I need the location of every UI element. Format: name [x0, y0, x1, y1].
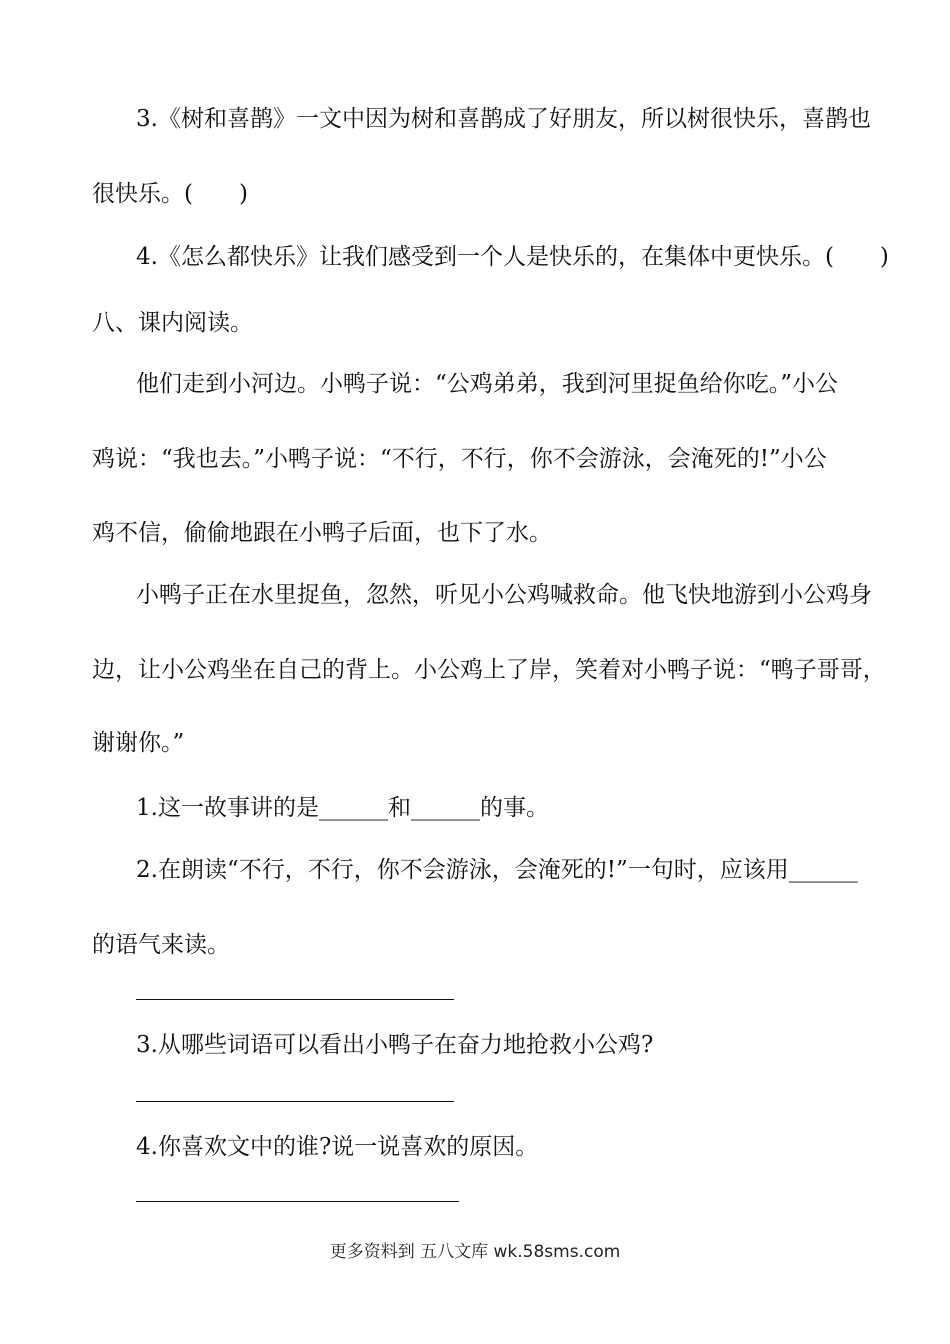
judgment-item-4: 4.《怎么都快乐》让我们感受到一个人是快乐的，在集体中更快乐。( ) — [136, 244, 889, 270]
passage-line: 鸡不信，偷偷地跟在小鸭子后面，也下了水。 — [92, 520, 552, 546]
passage-line: 鸡说：“我也去。”小鸭子说：“不行，不行，你不会游泳，会淹死的!”小公 — [92, 446, 827, 472]
judgment-item-3-line-2: 很快乐。( ) — [92, 181, 248, 207]
footer-text: 更多资料到 五八文库 wk.58sms.com — [329, 1242, 621, 1262]
question-1: 1.这一故事讲的是______和______的事。 — [136, 795, 549, 821]
answer-line-3 — [136, 1101, 454, 1102]
question-2-line-2: 的语气来读。 — [92, 932, 230, 958]
passage-line: 小鸭子正在水里捉鱼，忽然，听见小公鸡喊救命。他飞快地游到小公鸡身 — [136, 582, 872, 608]
question-3: 3.从哪些词语可以看出小鸭子在奋力地抢救小公鸡? — [136, 1032, 654, 1058]
passage-line: 谢谢你。” — [92, 730, 185, 756]
passage-line: 他们走到小河边。小鸭子说：“公鸡弟弟，我到河里捉鱼给你吃。”小公 — [136, 371, 839, 397]
section-heading: 八、课内阅读。 — [92, 310, 253, 336]
judgment-item-3-line-1: 3.《树和喜鹊》一文中因为树和喜鹊成了好朋友，所以树很快乐，喜鹊也 — [136, 106, 871, 132]
answer-line-4 — [136, 1201, 459, 1202]
question-2-line-1: 2.在朗读“不行，不行，你不会游泳，会淹死的!”一句时，应该用______ — [136, 857, 858, 883]
answer-line-2 — [136, 999, 454, 1000]
question-4: 4.你喜欢文中的谁?说一说喜欢的原因。 — [136, 1134, 539, 1160]
passage-line: 边，让小公鸡坐在自己的背上。小公鸡上了岸，笑着对小鸭子说：“鸭子哥哥， — [92, 657, 886, 683]
